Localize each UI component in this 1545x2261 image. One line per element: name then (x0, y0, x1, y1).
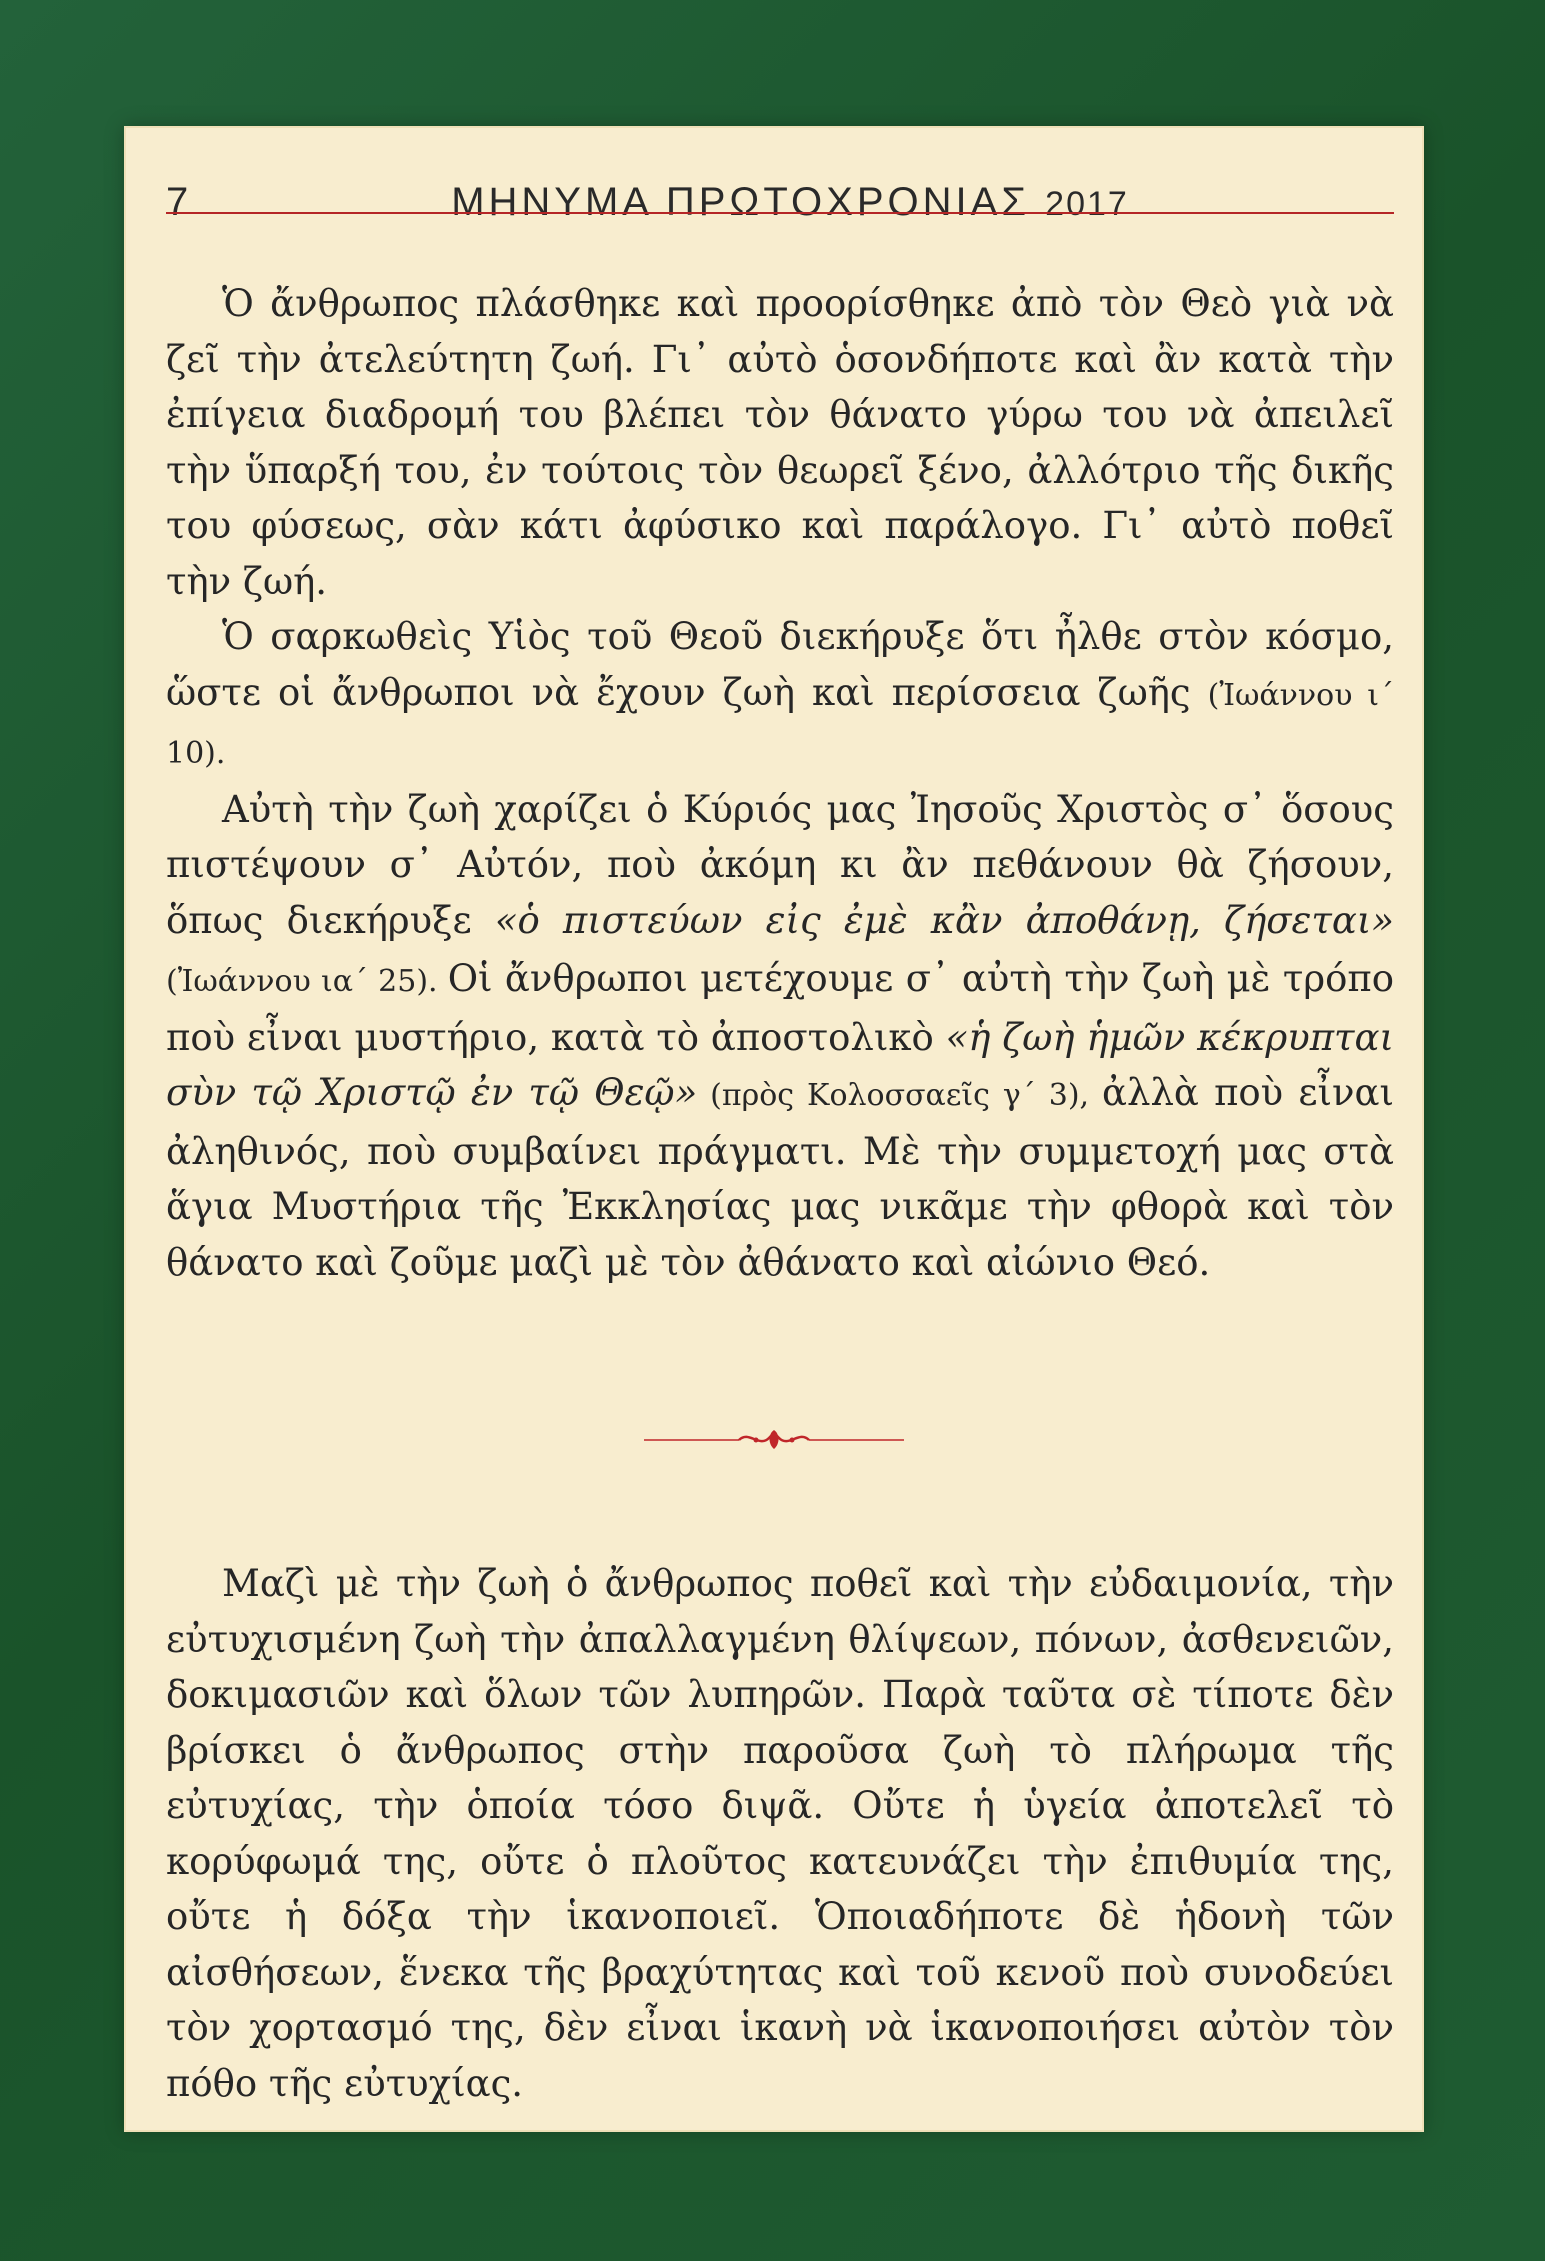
paragraph-4: Μαζὶ μὲ τὴν ζωὴ ὁ ἄνθρωπος ποθεῖ καὶ τὴν εὐδαιμονία, τὴν εὐτυχισμένη ζωὴ τὴν ἀπαλλαγμένη θλίψεων, πόνων, ἀσθενειῶν, δοκιμασιῶν καὶ ὅλων τῶν λυπηρῶν. Παρὰ ταῦτα σὲ τίποτε δὲν βρίσκει ὁ ἄνθρωπος στὴν παροῦσα ζωὴ τὸ πλήρωμα τῆς εὐτυχίας, τὴν ὁποία τόσο διψᾶ. Οὔτε ἡ ὑγεία ἀποτελεῖ τὸ κορύφωμά της, οὔτε ὁ πλοῦτος κατευνάζει τὴν ἐπιθυμία της, οὔτε ἡ δόξα τὴν ἱκανοποιεῖ. Ὁποιαδήποτε δὲ ἡδονὴ τῶν αἰσθήσεων, ἕνεκα τῆς βραχύτητας καὶ τοῦ κενοῦ ποὺ συνοδεύει τὸν χορτασμό της, δὲν εἶναι ἱκανὴ νὰ ἱκανοποιήσει αὐτὸν τὸν πόθο τῆς εὐτυχίας. (166, 1562, 1394, 2105)
decorative-divider-icon (644, 1422, 904, 1458)
page-number: 7 (166, 180, 189, 224)
paragraph-2-text: Ὁ σαρκωθεὶς Υἱὸς τοῦ Θεοῦ διεκήρυξε ὅτι ἦλθε στὸν κόσμο, ὥστε οἱ ἄνθρωποι νὰ ἔχουν ζωὴ καὶ περίσσεια ζωῆς (166, 615, 1394, 714)
paragraph-3-text-a: Αὐτὴ τὴν ζωὴ χαρίζει ὁ Κύριός μας Ἰησοῦς Χριστὸς σ᾽ ὅσους πιστέψουν σ᾽ Αὐτόν, ποὺ ἀκόμη κι ἂν πεθάνουν θὰ ζήσουν, ὅπως διεκήρυξε (166, 787, 1394, 942)
paragraph-2-reference: (Ἰωάννου ι΄ 10). (166, 677, 1394, 771)
running-title (166, 162, 1394, 244)
running-title-year: 2017 (1045, 185, 1129, 223)
scripture-reference-2: (πρὸς Κολοσσαεῖς γ΄ 3), (697, 1078, 1103, 1113)
scripture-quote-1: «ὁ πιστεύων εἰς ἐμὲ κἂν ἀποθάνῃ, ζήσεται» (494, 898, 1394, 942)
header-rule (166, 212, 1394, 214)
paragraph-1: Ὁ ἄνθρωπος πλάσθηκε καὶ προορίσθηκε ἀπὸ τὸν Θεὸ γιὰ νὰ ζεῖ τὴν ἀτελεύτητη ζωή. Γι᾽ αὐτὸ ὁσονδήποτε καὶ ἂν κατὰ τὴν ἐπίγεια διαδρομή του βλέπει τὸν θάνατο γύρω του νὰ ἀπειλεῖ τὴν ὕπαρξή του, ἐν τούτοις τὸν θεωρεῖ ξένο, ἀλλότριο τῆς δικῆς του φύσεως, σὰν κάτι ἀφύσικο καὶ παράλογο. Γι᾽ αὐτὸ ποθεῖ τὴν ζωή. (166, 282, 1394, 603)
page-header (166, 162, 1394, 242)
section-life (166, 276, 1394, 1290)
paragraph-3-text-b: Οἱ ἄνθρωποι μετέχουμε σ᾽ αὐτὴ τὴν ζωὴ μὲ τρόπο ποὺ εἶναι μυστήριο, κατὰ τὸ ἀποστολικὸ (166, 957, 1394, 1059)
paragraph-3 (166, 782, 1394, 1291)
paragraph-3-text-c: ἀλλὰ ποὺ εἶναι ἀληθινός, ποὺ συμβαίνει πράγματι. Μὲ τὴν συμμετοχή μας στὰ ἅγια Μυστήρια τῆς Ἐκκλησίας μας νικᾶμε τὴν φθορὰ καὶ τὸν θάνατο καὶ ζοῦμε μαζὶ μὲ τὸν ἀθάνατο καὶ αἰώνιο Θεό. (166, 1071, 1394, 1284)
section-happiness (166, 1556, 1394, 2111)
scripture-quote-2: «ἡ ζωὴ ἡμῶν κέκρυπται σὺν τῷ Χριστῷ ἐν τῷ Θεῷ» (166, 1015, 1395, 1114)
booklet-page (124, 126, 1424, 2132)
scripture-reference-1: (Ἰωάννου ια΄ 25). (166, 964, 448, 999)
running-title-text: ΜΗΝΥΜΑ ΠΡΩΤΟΧΡΟΝΙΑΣ (451, 180, 1031, 224)
paragraph-2 (166, 609, 1394, 782)
